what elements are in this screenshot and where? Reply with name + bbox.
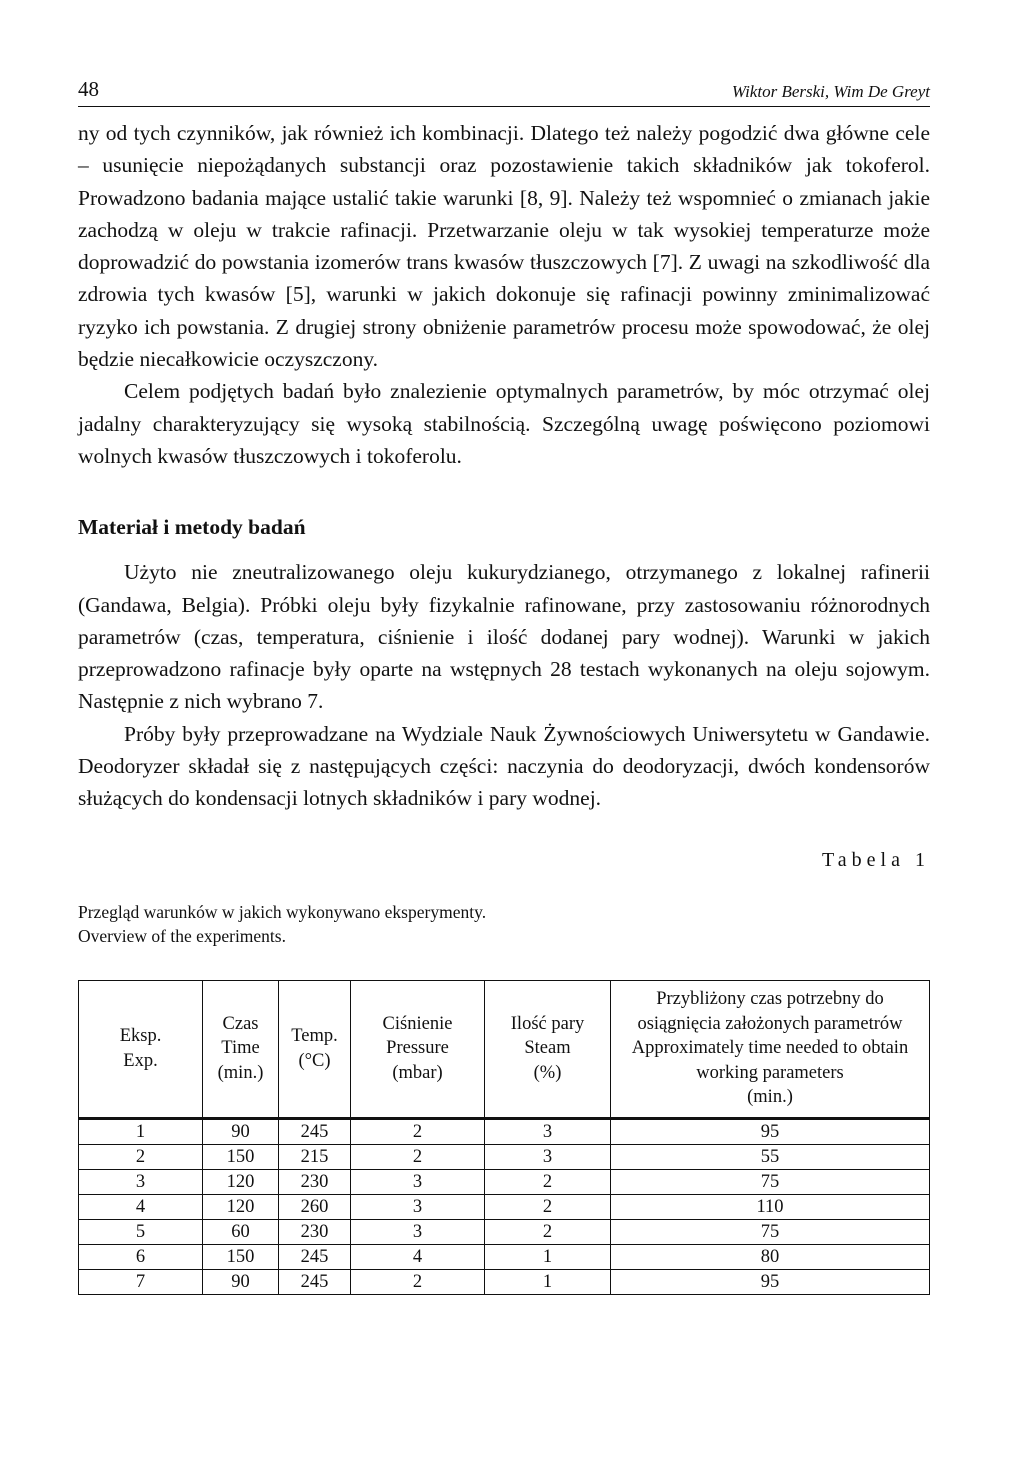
table-row: 7 90 245 2 1 95	[79, 1269, 930, 1294]
paragraph-3: Użyto nie zneutralizowanego oleju kukurydzianego, otrzymanego z lokalnej rafinerii (Gandawa, Belgia). Próbki oleju były fizykalnie rafinowane, przy zastosowaniu różnorodnych parametrów (czas, temperatura, ciśnienie i ilość dodanej pary wodnej). Warunki w jakich przeprowadzono rafinacje były oparte na wstępnych 28 testach wykonanych na oleju sojowym. Następnie z nich wybrano 7.	[78, 560, 930, 714]
running-head: Wiktor Berski, Wim De Greyt	[731, 82, 930, 101]
table-row: 3 120 230 3 2 75	[79, 1169, 930, 1194]
section-heading: Materiał i metody badań	[78, 515, 306, 540]
paragraph-2: Celem podjętych badań było znalezienie optymalnych parametrów, by móc otrzymać olej jadalny charakteryzujący się wysoką stabilnością. Szczególną uwagę poświęcono poziomowi wolnych kwasów tłuszczowych i tokoferolu.	[78, 379, 930, 468]
table-row: 6 150 245 4 1 80	[79, 1244, 930, 1269]
header-steam: Ilość pary Steam (%)	[485, 980, 611, 1118]
caption-english: Overview of the experiments.	[78, 925, 286, 946]
header-temp: Temp. (°C)	[279, 980, 351, 1118]
page-header	[78, 74, 930, 107]
caption-polish: Przegląd warunków w jakich wykonywano eksperymenty.	[78, 901, 487, 922]
document-page	[78, 74, 930, 1295]
paragraph-4: Próby były przeprowadzane na Wydziale Nauk Żywnościowych Uniwersytetu w Gandawie. Deodoryzer składał się z następujących części: naczynia do deodoryzacji, dwóch kondensorów służących do kondensacji lotnych składników i pary wodnej.	[78, 721, 930, 811]
header-time: Czas Time (min.)	[203, 980, 279, 1118]
experiments-table	[78, 980, 930, 1295]
header-exp: Eksp. Exp.	[79, 980, 203, 1118]
table-row: 1 90 245 2 3 95	[79, 1118, 930, 1144]
table-caption	[78, 900, 930, 948]
table-row: 5 60 230 3 2 75	[79, 1219, 930, 1244]
header-pressure: Ciśnienie Pressure (mbar)	[351, 980, 485, 1118]
table-label: Tabela 1	[821, 848, 930, 871]
table-row: 2 150 215 2 3 55	[79, 1144, 930, 1169]
page-number: 48	[78, 77, 99, 101]
header-approx-time: Przybliżony czas potrzebny do osiągnięcia założonych parametrów Approximately time needed to obtain working parameters (min.)	[611, 980, 930, 1118]
table-header-row	[79, 980, 930, 1118]
paragraph-1: ny od tych czynników, jak również ich kombinacji. Dlatego też należy pogodzić dwa główne cele – usunięcie niepożądanych substancji oraz pozostawienie takich składników jak tokoferol. Prowadzono badania mające ustalić takie warunki [8, 9]. Należy też wspomnieć o zmianach jakie zachodzą w oleju w trakcie rafinacji. Przetwarzanie oleju w tak wysokiej temperaturze może doprowadzić do powstania izomerów trans kwasów tłuszczowych [7]. Z uwagi na szkodliwość dla zdrowia tych kwasów [5], warunki w jakich dokonuje się rafinacji powinny zminimalizować ryzyko ich powstania. Z drugiej strony obniżenie parametrów procesu może spowodować, że olej będzie niecałkowicie oczyszczony.	[78, 121, 930, 372]
table-row: 4 120 260 3 2 110	[79, 1194, 930, 1219]
